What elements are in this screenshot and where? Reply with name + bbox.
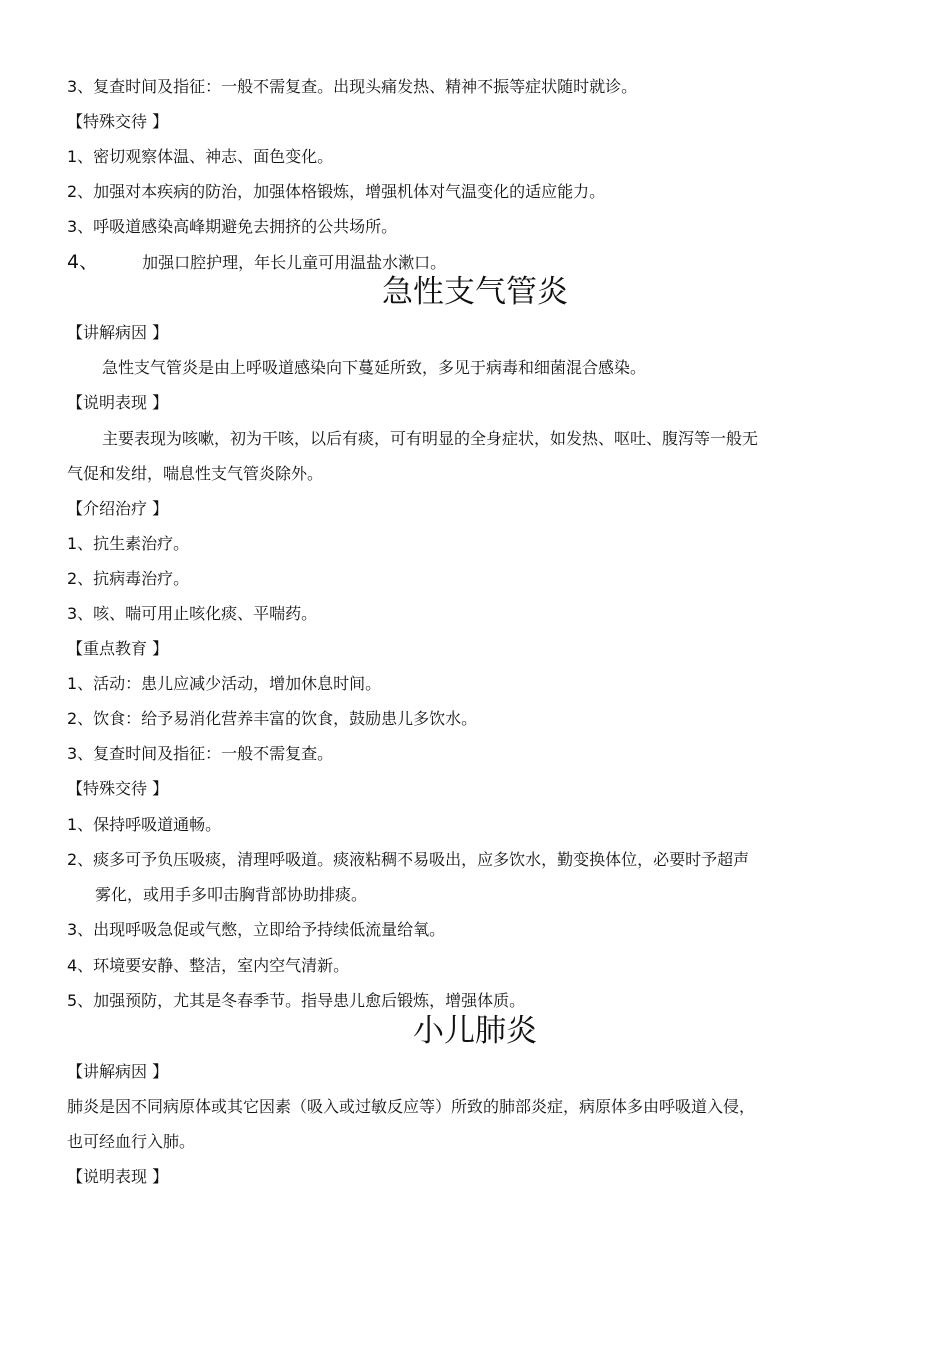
special-item-2-line-2: 雾化，或用手多叩击胸背部协助排痰。 [95,885,368,904]
section-header-education: 【重点教育 】 [67,639,169,658]
section-title-pneumonia: 小儿肺炎 [413,1013,537,1049]
treatment-item-3: 3、咳、喘可用止咳化痰、平喘药。 [67,604,318,623]
education-item-3: 3、复查时间及指征：一般不需复查。 [67,744,334,763]
cause-text-1: 肺炎是因不同病原体或其它因素（吸入或过敏反应等）所致的肺部炎症，病原体多由呼吸道入侵， [67,1097,756,1116]
section-title-bronchitis: 急性支气管炎 [382,274,568,310]
section-header-symptom: 【说明表现 】 [67,1167,169,1186]
cause-text-2: 也可经血行入肺。 [67,1132,196,1151]
special-item-1: 1、保持呼吸道通畅。 [67,815,222,834]
special-item-4 [67,252,446,273]
item-text: 加强口腔护理，年长儿童可用温盐水漱口。 [142,253,447,272]
special-item-4: 4、环境要安静、整洁，室内空气清新。 [67,956,350,975]
special-item-3: 3、呼吸道感染高峰期避免去拥挤的公共场所。 [67,217,398,236]
special-item-3: 3、出现呼吸急促或气憋，立即给予持续低流量给氧。 [67,920,446,939]
treatment-item-2: 2、抗病毒治疗。 [67,569,190,588]
section-header-treatment: 【介绍治疗 】 [67,499,169,518]
special-item-2-line-1: 2、痰多可予负压吸痰，清理呼吸道。痰液粘稠不易吸出，应多饮水，勤变换体位，必要时予超声 [67,850,750,869]
section-header-cause: 【讲解病因 】 [67,323,169,342]
cause-text: 急性支气管炎是由上呼吸道感染向下蔓延所致，多见于病毒和细菌混合感染。 [102,358,647,377]
item-number: 4、 [67,251,99,273]
section-header-cause: 【讲解病因 】 [67,1062,169,1081]
section-header-symptom: 【说明表现 】 [67,393,169,412]
education-item-2: 2、饮食：给予易消化营养丰富的饮食，鼓励患儿多饮水。 [67,709,478,728]
special-item-2: 2、加强对本疾病的防治，加强体格锻炼，增强机体对气温变化的适应能力。 [67,182,606,201]
section-header-special: 【特殊交待 】 [67,112,169,131]
symptom-text-2: 气促和发绀，喘息性支气管炎除外。 [67,464,324,483]
special-item-5: 5、加强预防，尤其是冬春季节。指导患儿愈后锻炼，增强体质。 [67,991,526,1010]
treatment-item-1: 1、抗生素治疗。 [67,534,190,553]
education-item-1: 1、活动：患儿应减少活动，增加休息时间。 [67,674,382,693]
symptom-text-1: 主要表现为咳嗽，初为干咳，以后有痰，可有明显的全身症状，如发热、呕吐、腹泻等一般无 [102,429,759,448]
recheck-line: 3、复查时间及指征：一般不需复查。出现头痛发热、精神不振等症状随时就诊。 [67,77,638,96]
section-header-special: 【特殊交待 】 [67,779,169,798]
special-item-1: 1、密切观察体温、神志、面色变化。 [67,147,334,166]
